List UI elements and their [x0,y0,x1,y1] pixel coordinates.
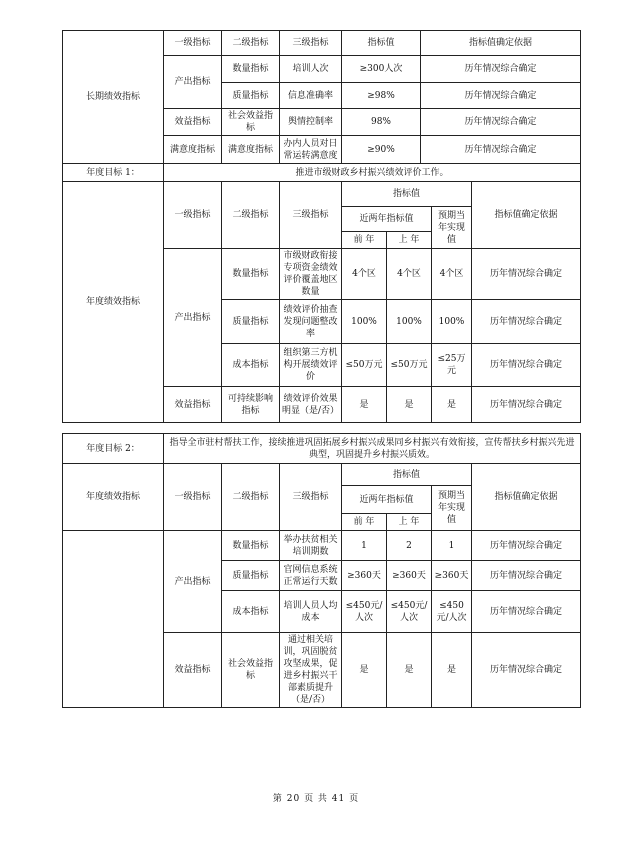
row-prev: ≥360天 [342,561,387,591]
row-expected: ≤450元/人次 [432,591,472,633]
row-level2: 可持续影响指标 [222,387,280,423]
row-prev: 1 [342,531,387,561]
row-basis: 历年情况综合确定 [472,249,581,300]
header-level1: 一级指标 [164,31,222,56]
header-basis: 指标值确定依据 [472,182,581,249]
row-level1: 产出指标 [164,56,222,109]
row-expected: 是 [432,387,472,423]
table-row [63,531,581,561]
row-last: ≥360天 [387,561,432,591]
header-prev: 前 年 [342,514,387,531]
header-prev: 前 年 [342,232,387,249]
row-level3: 舆情控制率 [280,109,342,136]
goal1-section-label: 年度绩效指标 [63,182,164,423]
row-value: ≥98% [342,83,421,109]
row-level2: 质量指标 [222,561,280,591]
goal1-label: 年度目标 1： [63,164,164,182]
row-basis: 历年情况综合确定 [421,136,581,164]
row-last: ≤50万元 [387,344,432,387]
row-basis: 历年情况综合确定 [472,344,581,387]
row-last: 是 [387,633,432,708]
header-value: 指标值 [342,31,421,56]
header-level3: 三级指标 [280,31,342,56]
row-expected: 1 [432,531,472,561]
row-basis: 历年情况综合确定 [472,561,581,591]
row-prev: 是 [342,387,387,423]
row-level1: 效益指标 [164,109,222,136]
row-expected: ≥360天 [432,561,472,591]
goal2-text: 指导全市驻村帮扶工作，接续推进巩固拓展乡村振兴成果同乡村振兴有效衔接，宣传帮扶乡村振兴先进典型，巩固提升乡村振兴质效。 [164,434,581,464]
row-basis: 历年情况综合确定 [472,300,581,344]
header-level2: 二级指标 [222,464,280,531]
row-level2: 满意度指标 [222,136,280,164]
header-level2: 二级指标 [222,31,280,56]
row-level3: 举办扶贫相关培训期数 [280,531,342,561]
row-basis: 历年情况综合确定 [472,591,581,633]
header-expected: 预期当年实现值 [432,207,472,249]
row-level3: 信息准确率 [280,83,342,109]
row-value: ≥90% [342,136,421,164]
row-level3: 通过相关培训，巩固脱贫攻坚成果，促进乡村振兴干部素质提升（是/否） [280,633,342,708]
header-level2: 二级指标 [222,182,280,249]
row-level3: 培训人次 [280,56,342,83]
row-expected: 是 [432,633,472,708]
row-expected: 100% [432,300,472,344]
long-term-section-label: 长期绩效指标 [63,31,164,164]
row-level1: 产出指标 [164,249,222,387]
goal2-label: 年度目标 2： [63,434,164,464]
row-last: 是 [387,387,432,423]
row-last: ≤450元/人次 [387,591,432,633]
header-value: 指标值 [342,464,472,486]
row-last: 100% [387,300,432,344]
header-level3: 三级指标 [280,464,342,531]
row-level2: 数量指标 [222,249,280,300]
row-prev: 是 [342,633,387,708]
header-level1: 一级指标 [164,464,222,531]
row-expected: 4个区 [432,249,472,300]
header-recent: 近两年指标值 [342,486,432,514]
row-last: 4个区 [387,249,432,300]
row-expected: ≤25万元 [432,344,472,387]
header-last: 上 年 [387,232,432,249]
row-level2: 社会效益指标 [222,633,280,708]
row-level3: 培训人员人均成本 [280,591,342,633]
row-level2: 数量指标 [222,56,280,83]
row-level3: 绩效评价效果明显（是/否） [280,387,342,423]
row-basis: 历年情况综合确定 [472,531,581,561]
row-basis: 历年情况综合确定 [421,56,581,83]
row-level2: 社会效益指标 [222,109,280,136]
row-prev: 100% [342,300,387,344]
goal2-section-label: 年度绩效指标 [63,464,164,531]
header-last: 上 年 [387,514,432,531]
annual-goal1-table [62,163,581,423]
header-basis: 指标值确定依据 [472,464,581,531]
row-level2: 数量指标 [222,531,280,561]
row-level2: 质量指标 [222,300,280,344]
row-level3: 组织第三方机构开展绩效评价 [280,344,342,387]
row-level2: 成本指标 [222,591,280,633]
blank-cell [63,531,164,708]
row-level3: 办内人员对日常运转满意度 [280,136,342,164]
row-basis: 历年情况综合确定 [421,109,581,136]
row-level1: 效益指标 [164,633,222,708]
row-value: ≥300人次 [342,56,421,83]
row-basis: 历年情况综合确定 [421,83,581,109]
header-expected: 预期当年实现值 [432,486,472,531]
row-level3: 官网信息系统正常运行天数 [280,561,342,591]
row-prev: ≤50万元 [342,344,387,387]
header-level3: 三级指标 [280,182,342,249]
row-basis: 历年情况综合确定 [472,387,581,423]
page-number-footer: 第 20 页 共 41 页 [272,794,360,804]
row-prev: ≤450元/人次 [342,591,387,633]
row-level3: 绩效评价抽查发现问题整改率 [280,300,342,344]
row-value: 98% [342,109,421,136]
row-level1: 产出指标 [164,531,222,633]
header-basis: 指标值确定依据 [421,31,581,56]
row-level3: 市级财政衔接专项资金绩效评价覆盖地区数量 [280,249,342,300]
annual-goal2-table [62,433,581,708]
header-value: 指标值 [342,182,472,207]
row-prev: 4个区 [342,249,387,300]
row-level2: 成本指标 [222,344,280,387]
header-level1: 一级指标 [164,182,222,249]
row-last: 2 [387,531,432,561]
row-level1: 满意度指标 [164,136,222,164]
row-level2: 质量指标 [222,83,280,109]
row-level1: 效益指标 [164,387,222,423]
goal1-text: 推进市级财政乡村振兴绩效评价工作。 [164,164,581,182]
header-recent: 近两年指标值 [342,207,432,232]
long-term-indicator-table [62,30,581,164]
row-basis: 历年情况综合确定 [472,633,581,708]
